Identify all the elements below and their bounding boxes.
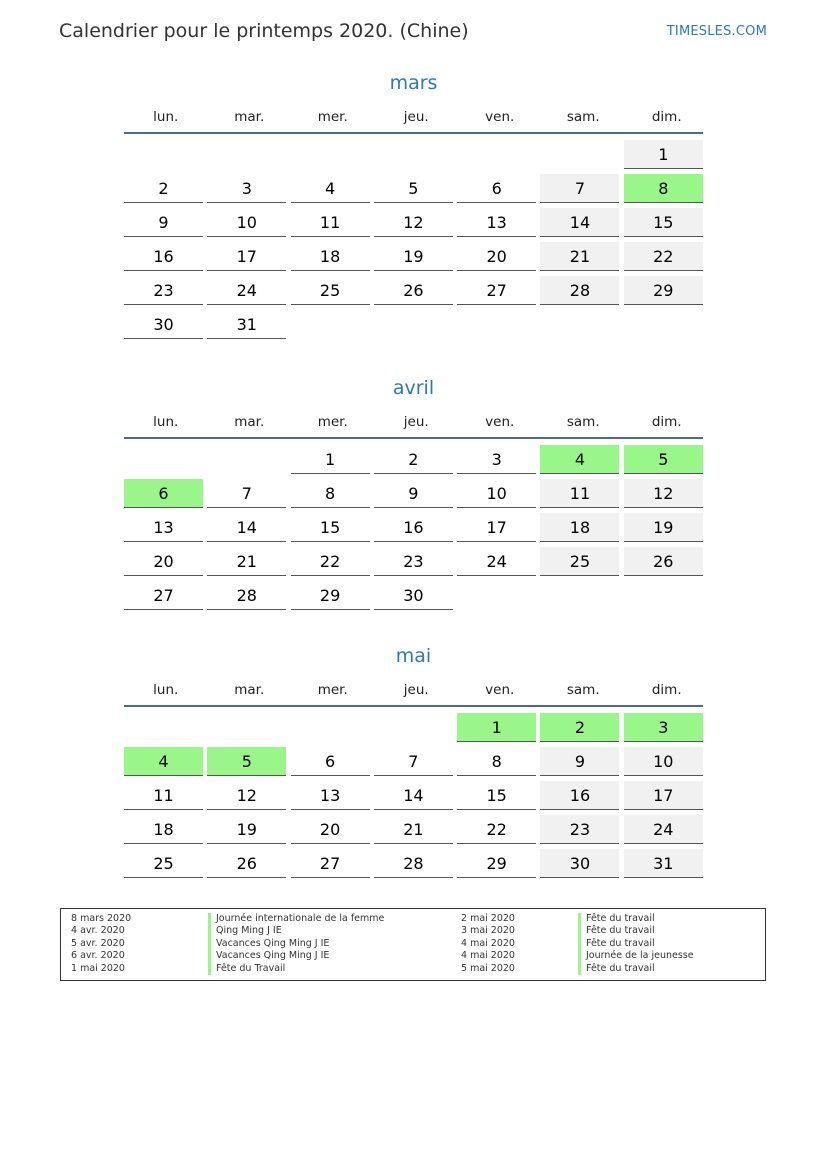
- holiday-dates-left: [71, 913, 206, 975]
- day-cell: 14: [374, 781, 453, 810]
- weekday-label: jeu.: [403, 109, 429, 125]
- day-cell: 29: [457, 849, 536, 878]
- day-cell: 10: [457, 479, 536, 508]
- day-cell: 3: [207, 174, 286, 203]
- day-cell-holiday: 5: [624, 445, 703, 474]
- day-cell: 10: [207, 208, 286, 237]
- day-cell: 11: [291, 208, 370, 237]
- weekday-label: mar.: [234, 414, 265, 430]
- day-cell: 23: [124, 276, 203, 305]
- weekday-label: ven.: [485, 414, 515, 430]
- holiday-date: 5 mai 2020: [461, 962, 515, 974]
- holiday-names-right: [578, 913, 758, 975]
- holiday-list: [60, 908, 766, 981]
- holiday-name: Vacances Qing Ming J IE: [208, 938, 448, 950]
- day-cell: 31: [207, 310, 286, 339]
- weekday-label: jeu.: [403, 682, 429, 698]
- day-cell: 13: [457, 208, 536, 237]
- empty-cell: [124, 140, 203, 169]
- day-cell: 12: [624, 479, 703, 508]
- day-cell: 6: [457, 174, 536, 203]
- day-cell: 11: [124, 781, 203, 810]
- day-cell: 19: [624, 513, 703, 542]
- day-cell: 4: [291, 174, 370, 203]
- month-may: [124, 643, 703, 878]
- day-cell-holiday: 4: [540, 445, 619, 474]
- day-cell: 24: [624, 815, 703, 844]
- day-cell: 7: [374, 747, 453, 776]
- day-cell: 6: [291, 747, 370, 776]
- weekday-label: mar.: [234, 682, 265, 698]
- day-cell: 18: [124, 815, 203, 844]
- day-cell: 27: [457, 276, 536, 305]
- day-cell: 28: [207, 581, 286, 610]
- day-cell: 23: [374, 547, 453, 576]
- empty-cell: [540, 140, 619, 169]
- day-cell: 2: [124, 174, 203, 203]
- day-cell: 17: [207, 242, 286, 271]
- month-april: [124, 375, 703, 610]
- day-grid: [124, 140, 703, 339]
- day-cell: 22: [291, 547, 370, 576]
- weekday-label: dim.: [651, 682, 682, 698]
- day-cell: 8: [291, 479, 370, 508]
- weekday-label: sam.: [566, 109, 600, 125]
- day-cell: 8: [457, 747, 536, 776]
- day-cell: 20: [291, 815, 370, 844]
- weekday-header: [124, 106, 703, 134]
- holiday-date: 4 mai 2020: [461, 937, 515, 949]
- holiday-name: Journée internationale de la femme: [208, 913, 448, 925]
- empty-cell: [291, 713, 370, 742]
- holiday-dates-right: [461, 913, 576, 975]
- weekday-label: ven.: [485, 682, 515, 698]
- day-cell: 28: [374, 849, 453, 878]
- day-cell: 21: [207, 547, 286, 576]
- day-cell: 12: [207, 781, 286, 810]
- day-cell: 20: [124, 547, 203, 576]
- day-cell: 21: [540, 242, 619, 271]
- day-grid: [124, 713, 703, 878]
- day-cell: 23: [540, 815, 619, 844]
- holiday-name: Vacances Qing Ming J IE: [208, 950, 448, 962]
- day-cell: 16: [374, 513, 453, 542]
- day-cell: 1: [624, 140, 703, 169]
- day-cell: 10: [624, 747, 703, 776]
- empty-cell: [207, 445, 286, 474]
- day-cell: 13: [124, 513, 203, 542]
- day-cell-holiday: 5: [207, 747, 286, 776]
- day-cell: 22: [624, 242, 703, 271]
- day-cell: 31: [624, 849, 703, 878]
- day-cell: 16: [540, 781, 619, 810]
- day-cell: 9: [540, 747, 619, 776]
- empty-cell: [207, 713, 286, 742]
- day-cell: 15: [624, 208, 703, 237]
- weekday-label: mer.: [317, 414, 348, 430]
- day-cell: 22: [457, 815, 536, 844]
- day-cell-holiday: 3: [624, 713, 703, 742]
- empty-cell: [291, 140, 370, 169]
- weekday-label: dim.: [651, 414, 682, 430]
- day-cell: 27: [291, 849, 370, 878]
- day-cell: 9: [374, 479, 453, 508]
- day-cell-holiday: 6: [124, 479, 203, 508]
- weekday-label: lun.: [153, 414, 179, 430]
- day-cell: 26: [624, 547, 703, 576]
- day-cell: 19: [207, 815, 286, 844]
- month-title: avril: [392, 377, 435, 399]
- weekday-label: mar.: [234, 109, 265, 125]
- empty-cell: [207, 140, 286, 169]
- empty-cell: [124, 713, 203, 742]
- day-cell: 16: [124, 242, 203, 271]
- day-cell: 13: [291, 781, 370, 810]
- day-cell: 5: [374, 174, 453, 203]
- day-cell-holiday: 1: [457, 713, 536, 742]
- day-cell: 7: [540, 174, 619, 203]
- holiday-name: Fête du travail: [578, 938, 758, 950]
- day-cell-holiday: 2: [540, 713, 619, 742]
- day-cell: 15: [457, 781, 536, 810]
- holiday-names-left: [208, 913, 448, 975]
- holiday-name: Fête du travail: [578, 913, 758, 925]
- day-cell: 7: [207, 479, 286, 508]
- day-cell: 9: [124, 208, 203, 237]
- empty-cell: [374, 140, 453, 169]
- day-cell: 27: [124, 581, 203, 610]
- day-cell: 17: [457, 513, 536, 542]
- site-link[interactable]: TIMESLES.COM: [666, 24, 767, 39]
- day-cell: 2: [374, 445, 453, 474]
- holiday-date: 8 mars 2020: [71, 913, 132, 924]
- holiday-name: Fête du travail: [578, 963, 758, 975]
- day-cell: 14: [207, 513, 286, 542]
- day-cell: 28: [540, 276, 619, 305]
- day-cell-holiday: 8: [624, 174, 703, 203]
- holiday-date: 6 avr. 2020: [71, 950, 125, 962]
- empty-cell: [374, 713, 453, 742]
- weekday-label: sam.: [566, 682, 600, 698]
- day-cell: 24: [207, 276, 286, 305]
- weekday-label: sam.: [566, 414, 600, 430]
- day-cell: 14: [540, 208, 619, 237]
- page-title: Calendrier pour le printemps 2020. (Chine): [59, 20, 469, 42]
- day-cell: 18: [291, 242, 370, 271]
- holiday-date: 2 mai 2020: [461, 913, 515, 924]
- day-cell: 30: [374, 581, 453, 610]
- holiday-name: Fête du travail: [578, 925, 758, 937]
- day-cell: 25: [291, 276, 370, 305]
- day-cell: 21: [374, 815, 453, 844]
- day-cell: 29: [291, 581, 370, 610]
- day-cell: 29: [624, 276, 703, 305]
- weekday-label: dim.: [651, 109, 682, 125]
- holiday-date: 1 mai 2020: [71, 962, 125, 974]
- day-cell: 19: [374, 242, 453, 271]
- day-cell-holiday: 4: [124, 747, 203, 776]
- holiday-name: Journée de la jeunesse: [578, 950, 758, 962]
- month-title: mai: [395, 645, 432, 667]
- day-cell: 26: [207, 849, 286, 878]
- weekday-label: lun.: [153, 109, 179, 125]
- day-cell: 26: [374, 276, 453, 305]
- weekday-label: ven.: [485, 109, 515, 125]
- day-cell: 24: [457, 547, 536, 576]
- weekday-header: [124, 411, 703, 439]
- day-cell: 25: [540, 547, 619, 576]
- holiday-date: 5 avr. 2020: [71, 937, 125, 949]
- weekday-label: mer.: [317, 109, 348, 125]
- day-cell: 11: [540, 479, 619, 508]
- weekday-label: jeu.: [403, 414, 429, 430]
- weekday-label: mer.: [317, 682, 348, 698]
- weekday-label: lun.: [153, 682, 179, 698]
- month-title: mars: [389, 72, 438, 94]
- day-cell: 20: [457, 242, 536, 271]
- empty-cell: [457, 140, 536, 169]
- day-cell: 15: [291, 513, 370, 542]
- day-cell: 30: [124, 310, 203, 339]
- month-march: [124, 70, 703, 339]
- day-grid: [124, 445, 703, 610]
- holiday-name: Qing Ming J IE: [208, 925, 448, 937]
- day-cell: 12: [374, 208, 453, 237]
- weekday-header: [124, 679, 703, 707]
- holiday-name: Fête du Travail: [208, 963, 448, 975]
- day-cell: 30: [540, 849, 619, 878]
- day-cell: 3: [457, 445, 536, 474]
- day-cell: 1: [291, 445, 370, 474]
- day-cell: 18: [540, 513, 619, 542]
- day-cell: 25: [124, 849, 203, 878]
- holiday-date: 3 mai 2020: [461, 925, 515, 937]
- holiday-date: 4 mai 2020: [461, 950, 515, 962]
- empty-cell: [124, 445, 203, 474]
- holiday-date: 4 avr. 2020: [71, 925, 125, 937]
- day-cell: 17: [624, 781, 703, 810]
